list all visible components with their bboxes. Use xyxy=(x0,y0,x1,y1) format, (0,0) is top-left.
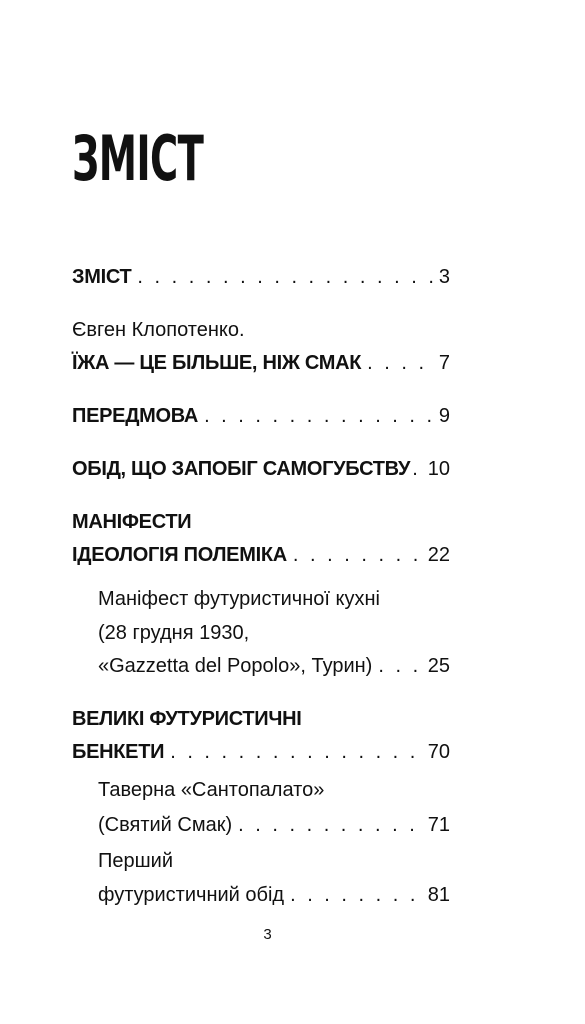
toc-subentry-first-dinner[interactable] xyxy=(98,880,450,910)
leader-dots xyxy=(204,401,435,431)
toc-page-number: 10 xyxy=(427,458,450,480)
toc-subentry-manifesto-line1 xyxy=(98,584,450,614)
toc-subentry-title: Таверна «Сантопалато» xyxy=(98,779,325,801)
toc-entry-title: ОБІД, ЩО ЗАПОБІГ САМОГУБСТВУ xyxy=(72,458,411,480)
toc-subentry-title: (Святий Смак) xyxy=(98,814,233,836)
leader-dots xyxy=(170,737,424,767)
toc-entry-contents[interactable] xyxy=(72,262,450,292)
toc-entry-banquets-line1 xyxy=(72,704,450,734)
toc-entry-dinner[interactable] xyxy=(72,454,450,484)
toc-entry-title: ЗМІСТ xyxy=(72,266,132,288)
toc-subentry-title: «Gazzetta del Popolo», Турин) xyxy=(98,655,373,677)
leader-dots xyxy=(290,880,424,910)
toc-entry-title: ІДЕОЛОГІЯ ПОЛЕМІКА xyxy=(72,544,287,566)
leader-dots xyxy=(367,348,435,378)
toc-entry-manifestos-line1 xyxy=(72,507,450,537)
toc-entry-title: ЇЖА — ЦЕ БІЛЬШЕ, НІЖ СМАК xyxy=(72,352,362,374)
toc-entry-food-more-than-taste[interactable] xyxy=(72,348,450,378)
leader-dots xyxy=(293,540,424,570)
toc-page-number: 9 xyxy=(438,405,450,427)
toc-entry-author-line xyxy=(72,315,450,345)
leader-dots xyxy=(412,454,424,484)
toc-entry-manifestos[interactable] xyxy=(72,540,450,570)
toc-subentry-manifesto[interactable] xyxy=(98,651,450,681)
toc-page-number: 3 xyxy=(438,266,450,288)
toc-page-number: 81 xyxy=(427,884,450,906)
toc-entry-title: МАНІФЕСТИ xyxy=(72,511,192,533)
toc-subentry-title: Маніфест футуристичної кухні xyxy=(98,588,380,610)
leader-dots xyxy=(378,651,423,681)
toc-entry-author: Євген Клопотенко. xyxy=(72,319,245,341)
page-number: 3 xyxy=(263,926,272,943)
page-title: ЗМІСТ xyxy=(72,122,204,195)
toc-subentry-first-dinner-line1 xyxy=(98,846,450,876)
toc-subentry-title: (28 грудня 1930, xyxy=(98,622,250,644)
toc-subentry-title: футуристичний обід xyxy=(98,884,285,906)
toc-entry-title: ПЕРЕДМОВА xyxy=(72,405,199,427)
toc-subentry-tavern[interactable] xyxy=(98,810,450,840)
toc-subentry-title: Перший xyxy=(98,850,174,872)
toc-subentry-manifesto-line2 xyxy=(98,618,450,648)
toc-entry-preface[interactable] xyxy=(72,401,450,431)
toc-page-number: 22 xyxy=(427,544,450,566)
leader-dots xyxy=(238,810,424,840)
toc-page-number: 7 xyxy=(438,352,450,374)
toc-entry-banquets[interactable] xyxy=(72,737,450,767)
toc-subentry-tavern-line1 xyxy=(98,775,450,805)
leader-dots xyxy=(137,262,434,292)
toc-entry-title: БЕНКЕТИ xyxy=(72,741,165,763)
toc-page-number: 70 xyxy=(427,741,450,763)
toc-page-number: 71 xyxy=(427,814,450,836)
toc-entry-title: ВЕЛИКІ ФУТУРИСТИЧНІ xyxy=(72,708,302,730)
toc-page-number: 25 xyxy=(427,655,450,677)
